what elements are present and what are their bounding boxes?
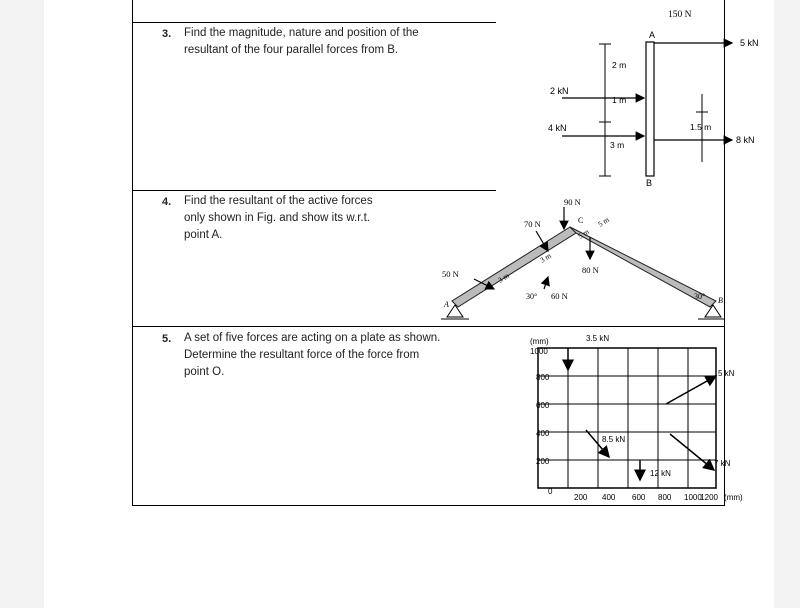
force-label-90N: 90 N bbox=[564, 197, 581, 207]
x-tick-400: 400 bbox=[602, 493, 616, 502]
support-A bbox=[447, 305, 463, 317]
table-border-left bbox=[132, 0, 133, 506]
force-label-2kN: 2 kN bbox=[550, 86, 569, 96]
force-label-7kN: 7 kN bbox=[714, 459, 731, 468]
y-tick-600: 600 bbox=[536, 401, 550, 410]
x-tick-1200: 1200 bbox=[700, 493, 718, 502]
force-label-8-5kN: 8.5 kN bbox=[602, 435, 626, 444]
question-3-text: Find the magnitude, nature and position of the resultant of the four parallel forces from B. bbox=[184, 27, 419, 56]
force-arrow-7kN bbox=[670, 434, 714, 470]
x-tick-600: 600 bbox=[632, 493, 646, 502]
dim-label-5m-b: 5 m bbox=[596, 214, 611, 229]
row-divider-q4 bbox=[132, 190, 496, 191]
force-arrow-5kN-q5 bbox=[666, 376, 716, 404]
angle-label-A: 30° bbox=[526, 292, 538, 301]
force-label-70N: 70 N bbox=[524, 219, 541, 229]
figure-q4-truss bbox=[414, 193, 724, 327]
question-3-number: 3. bbox=[162, 28, 172, 40]
dim-label-5m-a: 5 m bbox=[576, 226, 591, 241]
force-label-5kN: 5 kN bbox=[740, 38, 759, 48]
force-label-4kN: 4 kN bbox=[548, 123, 567, 133]
support-B bbox=[705, 305, 721, 317]
point-C-label: C bbox=[578, 216, 584, 225]
x-tick-1000: 1000 bbox=[684, 493, 702, 502]
x-ticks bbox=[574, 493, 743, 502]
point-A-label-q4: A bbox=[444, 300, 449, 309]
x-tick-800: 800 bbox=[658, 493, 672, 502]
dim-label-1m: 1 m bbox=[612, 95, 627, 105]
force-arrow-60N bbox=[544, 277, 548, 289]
figure-q3-beam bbox=[494, 0, 774, 195]
force-label-12kN: 12 kN bbox=[650, 469, 671, 478]
force-label-80N: 80 N bbox=[582, 265, 599, 275]
question-4-number: 4. bbox=[162, 196, 172, 208]
point-A-label: A bbox=[649, 30, 656, 40]
force-label-5kN-q5: 5 kN bbox=[718, 369, 735, 378]
point-B-label: B bbox=[646, 178, 653, 188]
plate-outline bbox=[538, 348, 716, 488]
document-page bbox=[44, 0, 774, 608]
point-B-label-q4: B bbox=[718, 296, 723, 305]
y-tick-0: 0 bbox=[548, 487, 553, 496]
y-axis-unit: (mm) bbox=[530, 337, 549, 346]
y-tick-800: 800 bbox=[536, 373, 550, 382]
dim-label-3m: 3 m bbox=[610, 140, 625, 150]
question-4-text: Find the resultant of the active forces only shown in Fig. and show its w.r.t. point A. bbox=[184, 195, 373, 241]
dim-label-3m-b: 3 m bbox=[538, 250, 553, 265]
dim-label-1-5m: 1.5 m bbox=[690, 122, 712, 132]
dim-label-2m: 2 m bbox=[612, 60, 627, 70]
question-5-number: 5. bbox=[162, 333, 172, 345]
x-tick-200: 200 bbox=[574, 493, 588, 502]
force-label-3-5kN: 3.5 kN bbox=[586, 334, 610, 343]
x-axis-unit: (mm) bbox=[724, 493, 743, 502]
angle-label-B: 30° bbox=[694, 292, 706, 301]
force-label-50N: 50 N bbox=[442, 269, 459, 279]
y-tick-1000: 1000 bbox=[530, 347, 548, 356]
y-tick-400: 400 bbox=[536, 429, 550, 438]
force-label-60N: 60 N bbox=[551, 291, 568, 301]
force-label-8kN: 8 kN bbox=[736, 135, 755, 145]
beam bbox=[646, 42, 654, 176]
row-divider-top bbox=[132, 22, 496, 23]
force-label-150N: 150 N bbox=[668, 10, 692, 20]
question-5-text: A set of five forces are acting on a plate as shown. Determine the resultant force of the force from point O. bbox=[184, 332, 441, 378]
y-tick-200: 200 bbox=[536, 457, 550, 466]
dim-label-3m-a: 3 m bbox=[496, 270, 511, 285]
figure-q5-plate bbox=[496, 330, 743, 506]
